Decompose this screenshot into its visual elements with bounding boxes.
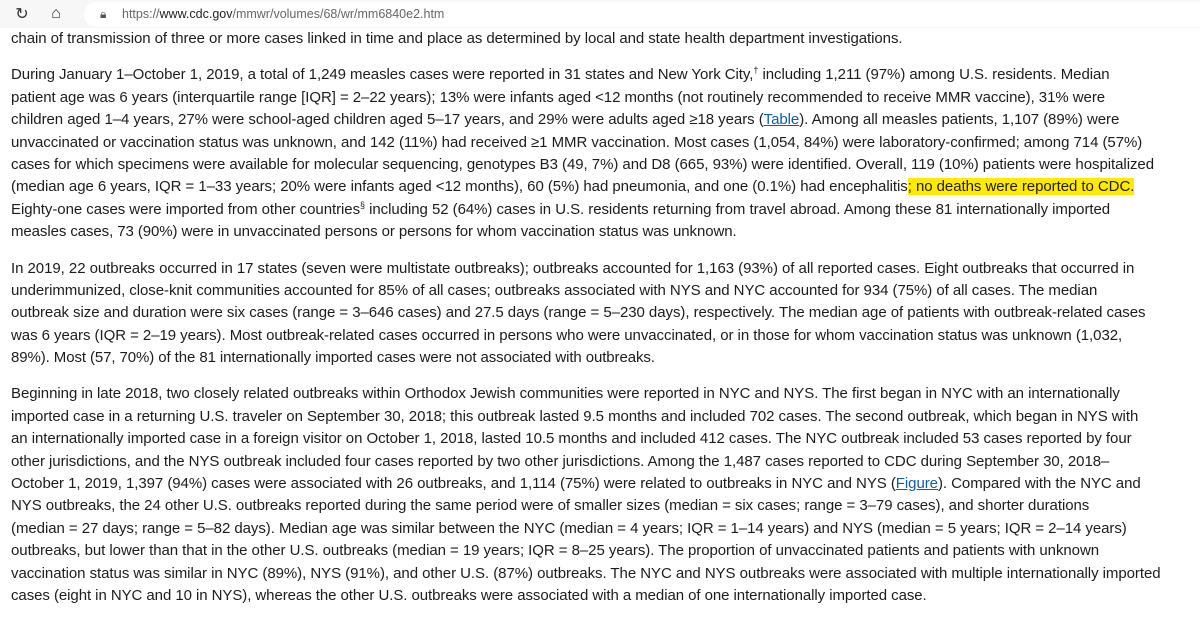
text-line: outbreak size and duration were six cases (range = 3–646 cases) and 27.5 days (range = 5–230 days), respectively. The median age of patients with outbreak-related cases — [11, 304, 1146, 322]
table-link[interactable]: Table — [763, 111, 800, 129]
paragraph-3 — [11, 383, 1200, 607]
text-line: NYS outbreaks, the 24 other U.S. outbreaks reported during the same period were of smaller sizes (median = six cases; range = 3–79 cases), and shorter durations — [11, 497, 1090, 515]
text-line: cases (eight in NYC and 10 in NYS), whereas the other U.S. outbreaks were associated with a median of one internationally imported case. — [11, 586, 927, 604]
text: During January 1–October 1, 2019, a total of 1,249 measles cases were reported in 31 states and New York City, — [11, 66, 754, 84]
text-line: 89%). Most (57, 70%) of the 81 internationally imported cases were not associated with outbreaks. — [11, 349, 655, 367]
text-line: Beginning in late 2018, two closely related outbreaks within Orthodox Jewish communities were reported in NYC and NYS. The first began in NYC with an internationally — [11, 385, 1120, 403]
text-line: was 6 years (IQR = 2–19 years). Most outbreak-related cases occurred in persons who were unvaccinated, or in those for whom vaccination status was unknown (1,032, — [11, 326, 1123, 344]
paragraph-2 — [11, 258, 1200, 370]
text-line: vaccination status was similar in NYC (89%), NYS (91%), and other U.S. (87%) outbreaks. The NYC and NYS outbreaks were associated with multiple internationally imported — [11, 564, 1161, 582]
text-line: (median = 27 days; range = 5–82 days). Median age was similar between the NYC (median = 4 years; IQR = 1–14 years) and NYS (median = 5 years; IQR = 2–14 years) — [11, 519, 1127, 537]
url-domain: www.cdc.gov — [159, 7, 233, 21]
text-line: imported case in a returning U.S. traveler on September 30, 2018; this outbreak lasted 9.5 months and included 702 cases. The second outbreak, which began in NYS with — [11, 407, 1139, 425]
text-line: underimmunized, close-knit communities accounted for 85% of all cases; outbreaks associated with NYS and NYC accounted for 934 (75%) of all cases. The median — [11, 281, 1098, 299]
text-line: In 2019, 22 outbreaks occurred in 17 states (seven were multistate outbreaks); outbreaks accounted for 1,163 (93%) of all reported cases. Eight outbreaks that occurred in — [11, 259, 1135, 277]
footnote-dagger[interactable]: † — [753, 65, 759, 76]
text-line: cases for which specimens were available for molecular sequencing, genotypes B3 (49, 7%) and D8 (665, 93%) were identified. Overall, 119 (10%) patients were hospitalized — [11, 155, 1154, 173]
text-line: chain of transmission of three or more cases linked in time and place as determined by local and state health department investigations. — [11, 30, 903, 47]
footnote-section[interactable]: § — [360, 199, 365, 210]
browser-toolbar — [0, 0, 1200, 28]
text: Eighty-one cases were imported from other countries — [11, 200, 361, 218]
article-body — [11, 28, 1200, 607]
text-line: patient age was 6 years (interquartile range [IQR] = 2–22 years); 13% were infants aged <12 months (not routinely recommended to receive MMR vaccine), 31% were — [11, 88, 1106, 106]
text: ). Among all measles patients, 1,107 (89%) were — [799, 111, 1120, 129]
text: including 1,211 (97%) among U.S. residents. Median — [758, 66, 1110, 84]
text: (median age 6 years, IQR = 1–33 years; 20% were infants aged <12 months), 60 (5%) had pneumonia, and one (0.1%) had encephalitis — [11, 178, 908, 196]
reload-icon[interactable]: ↻ — [15, 6, 29, 23]
home-icon[interactable]: ⌂ — [51, 5, 61, 22]
lock-icon[interactable]: 🔒︎ — [100, 7, 107, 21]
text: ). Compared with the NYC and — [937, 475, 1141, 493]
text-line: an internationally imported case in a foreign visitor on October 1, 2018, lasted 10.5 months and included 412 cases. The NYC outbreak included 53 cases reported by four — [11, 430, 1132, 448]
text-line — [11, 176, 1200, 198]
highlighted-text: ; no deaths were reported to CDC. — [907, 178, 1135, 196]
text-line: measles cases, 73 (90%) were in unvaccinated persons or persons for whom vaccination status was unknown. — [11, 223, 737, 241]
text-line: outbreaks, but lower than that in the other U.S. outbreaks (median = 19 years; IQR = 8–25 years). The proportion of unvaccinated patients and patients with unknown — [11, 542, 1100, 560]
text-line — [11, 473, 1200, 495]
url-text[interactable] — [122, 7, 444, 21]
text-line: unvaccinated or vaccination status was unknown, and 142 (11%) had received ≥1 MMR vaccination. Most cases (1,054, 84%) were laboratory-confirmed; among 714 (57%) — [11, 133, 1143, 151]
text-line — [11, 109, 1200, 131]
text-line — [11, 64, 1200, 86]
text: October 1, 2019, 1,397 (94%) cases were associated with 26 outbreaks, and 1,114 (75%) were related to outbreaks in NYC and NYS ( — [11, 475, 896, 493]
url-prefix: https:// — [122, 7, 160, 21]
text-line: other jurisdictions, and the NYS outbreak included four cases reported by two other jurisdictions. Among the 1,487 cases reported to CDC during September 30, 2018– — [11, 452, 1110, 470]
text: including 52 (64%) cases in U.S. residents returning from travel abroad. Among these 81 internationally imported — [365, 200, 1111, 218]
text: children aged 1–4 years, 27% were school-aged children aged 5–17 years, and 29% were adults aged ≥18 years ( — [11, 111, 764, 129]
address-bar[interactable] — [84, 2, 1200, 27]
figure-link[interactable]: Figure — [895, 475, 938, 493]
text-line — [11, 199, 1200, 221]
paragraph-1 — [11, 64, 1200, 243]
url-path: /mmwr/volumes/68/wr/mm6840e2.htm — [232, 7, 445, 21]
